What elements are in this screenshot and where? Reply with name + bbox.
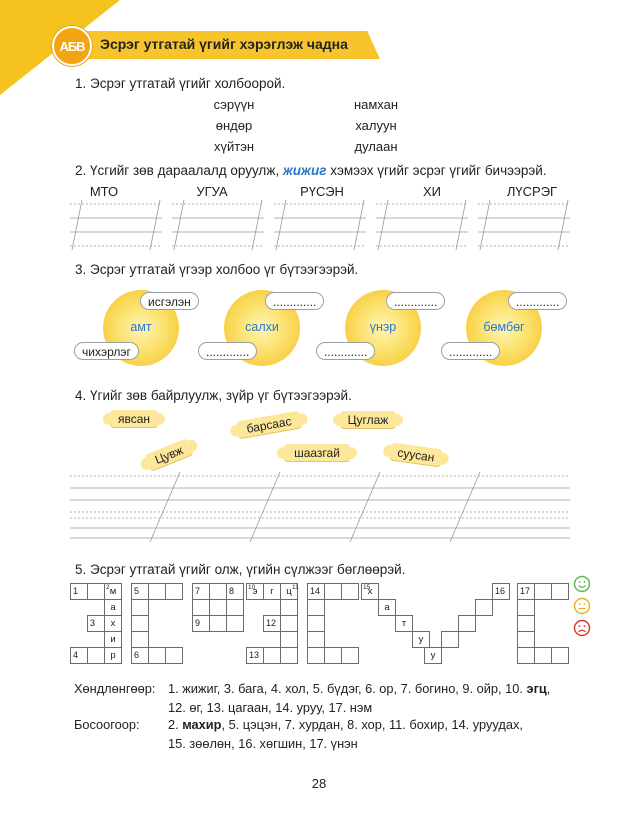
answer-bubble[interactable]: ............. bbox=[508, 292, 567, 310]
crossword-cell[interactable] bbox=[131, 615, 149, 632]
down-label: Босоогоор: bbox=[74, 717, 140, 732]
crossword-cell[interactable] bbox=[551, 583, 569, 600]
crossword-cell[interactable] bbox=[209, 583, 227, 600]
sun-word: амт bbox=[130, 320, 152, 334]
task1-left-word[interactable]: өндөр bbox=[215, 118, 253, 133]
happy-face-icon[interactable] bbox=[573, 575, 591, 593]
answer-bubble[interactable]: ............. bbox=[198, 342, 257, 360]
crossword-cell[interactable] bbox=[341, 583, 359, 600]
crossword-cell[interactable] bbox=[131, 599, 149, 616]
crossword-cell[interactable]: 16 bbox=[492, 583, 510, 600]
sun-word: үнэр bbox=[369, 320, 397, 334]
crossword-cell[interactable] bbox=[226, 599, 244, 616]
crossword-cell[interactable]: 1 bbox=[70, 583, 88, 600]
page-number: 28 bbox=[311, 776, 327, 791]
crossword-cell[interactable]: у bbox=[412, 631, 430, 648]
crossword-cell[interactable]: г bbox=[263, 583, 281, 600]
task1-question: 1. Эсрэг утгатай үгийг холбоорой. bbox=[75, 76, 286, 91]
abc-badge-icon: АБВ bbox=[52, 26, 92, 66]
crossword-cell[interactable]: у bbox=[424, 647, 442, 664]
answer-bubble[interactable]: исгэлэн bbox=[140, 292, 199, 310]
answer-bubble[interactable]: ............. bbox=[316, 342, 375, 360]
crossword-cell[interactable]: т bbox=[395, 615, 413, 632]
across-label: Хөндлөнгөөр: bbox=[74, 681, 156, 696]
crossword-cell[interactable] bbox=[324, 583, 342, 600]
crossword-cell[interactable]: а bbox=[378, 599, 396, 616]
task2-question: 2. Үсгийг зөв дараалалд оруулж, жижиг хэмээх үгийг эсрэг үгийг бичээрэй. bbox=[75, 163, 547, 178]
crossword-cell[interactable] bbox=[226, 615, 244, 632]
crossword-cell[interactable]: 10 э bbox=[246, 583, 264, 600]
crossword-cell[interactable]: 17 bbox=[517, 583, 535, 600]
crossword-cell[interactable]: 4 bbox=[70, 647, 88, 664]
sun-word: бөмбөг bbox=[483, 320, 525, 334]
crossword-cell[interactable] bbox=[307, 599, 325, 616]
crossword-cell[interactable] bbox=[341, 647, 359, 664]
crossword-cell[interactable] bbox=[517, 647, 535, 664]
answer-bubble[interactable]: чихэрлэг bbox=[74, 342, 139, 360]
word-piece[interactable]: суусан bbox=[389, 442, 443, 467]
page-title: Эсрэг утгатай үгийг хэрэглэж чадна bbox=[100, 36, 348, 52]
task2-writing-lines[interactable] bbox=[70, 198, 570, 252]
word-piece[interactable]: шаазгай bbox=[284, 444, 350, 462]
crossword-cell[interactable]: 9 bbox=[192, 615, 210, 632]
task3-question: 3. Эсрэг утгатай үгээр холбоо үг бүтээгээрэй. bbox=[75, 262, 359, 277]
crossword-cell[interactable] bbox=[441, 631, 459, 648]
crossword-cell[interactable] bbox=[534, 647, 552, 664]
crossword-cell[interactable]: 8 bbox=[226, 583, 244, 600]
crossword-cell[interactable] bbox=[475, 599, 493, 616]
crossword-cell[interactable]: 3 bbox=[87, 615, 105, 632]
crossword-cell[interactable]: 5 bbox=[131, 583, 149, 600]
scrambled-word: РҮСЭН bbox=[300, 184, 344, 199]
crossword-cell[interactable] bbox=[87, 647, 105, 664]
crossword-cell[interactable] bbox=[192, 599, 210, 616]
crossword-cell[interactable]: ц 11 bbox=[280, 583, 298, 600]
crossword-cell[interactable] bbox=[280, 631, 298, 648]
task1-right-word[interactable]: халуун bbox=[355, 118, 397, 133]
crossword-cell[interactable] bbox=[131, 631, 149, 648]
crossword-cell[interactable] bbox=[307, 647, 325, 664]
crossword-cell[interactable] bbox=[280, 647, 298, 664]
crossword-cell[interactable] bbox=[148, 647, 166, 664]
crossword-cell[interactable] bbox=[551, 647, 569, 664]
task5-question: 5. Эсрэг утгатай үгийг олж, үгийн сүлжээг бөглөөрэй. bbox=[75, 562, 406, 577]
crossword-cell[interactable] bbox=[280, 599, 298, 616]
crossword-cell[interactable]: 7 bbox=[192, 583, 210, 600]
word-piece[interactable]: барсаас bbox=[236, 411, 302, 440]
crossword-cell[interactable]: 6 bbox=[131, 647, 149, 664]
answer-bubble[interactable]: ............. bbox=[386, 292, 445, 310]
crossword-cell[interactable]: р bbox=[104, 647, 122, 664]
highlight-word: жижиг bbox=[282, 163, 327, 178]
crossword-cell[interactable]: х bbox=[104, 615, 122, 632]
task4-question: 4. Үгийг зөв байрлуулж, зүйр үг бүтээгээрэй. bbox=[75, 388, 352, 403]
scrambled-word: УГУА bbox=[196, 184, 228, 199]
crossword-cell[interactable] bbox=[148, 583, 166, 600]
crossword-cell[interactable] bbox=[280, 615, 298, 632]
crossword-cell[interactable]: а bbox=[104, 599, 122, 616]
answer-bubble[interactable]: ............. bbox=[441, 342, 500, 360]
crossword-cell[interactable]: и bbox=[104, 631, 122, 648]
task1-left-word[interactable]: хүйтэн bbox=[213, 139, 255, 154]
word-piece[interactable]: явсан bbox=[110, 410, 158, 428]
task1-left-word[interactable]: сэрүүн bbox=[213, 97, 255, 112]
crossword-cell[interactable] bbox=[307, 631, 325, 648]
task1-right-word[interactable]: дулаан bbox=[354, 139, 398, 154]
task4-writing-lines[interactable] bbox=[70, 472, 570, 542]
crossword-cell[interactable] bbox=[263, 647, 281, 664]
crossword-cell[interactable] bbox=[517, 599, 535, 616]
crossword-cell[interactable] bbox=[165, 647, 183, 664]
crossword-cell[interactable]: 15 х bbox=[361, 583, 379, 600]
scrambled-word: ЛҮСРЭГ bbox=[506, 184, 558, 199]
crossword-cell[interactable] bbox=[165, 583, 183, 600]
down-clues: 2. махир, 5. цэцэн, 7. хурдан, 8. хор, 11. бохир, 14. уруудах, 15. зөөлөн, 16. хөгшин, 17. үнэн bbox=[168, 717, 523, 751]
crossword-cell[interactable] bbox=[324, 647, 342, 664]
crossword-cell[interactable]: 2 м bbox=[104, 583, 122, 600]
task1-right-word[interactable]: намхан bbox=[353, 97, 399, 112]
sun-word: салхи bbox=[245, 320, 279, 334]
word-piece[interactable]: Цувж bbox=[144, 438, 193, 472]
crossword-cell[interactable] bbox=[534, 583, 552, 600]
answer-bubble[interactable]: ............. bbox=[265, 292, 324, 310]
crossword-cell[interactable]: 13 bbox=[246, 647, 264, 664]
crossword-cell[interactable] bbox=[458, 615, 476, 632]
neutral-face-icon[interactable] bbox=[573, 597, 591, 615]
crossword-cell[interactable] bbox=[209, 615, 227, 632]
scrambled-word: МТО bbox=[89, 184, 119, 199]
crossword-cell[interactable]: 12 bbox=[263, 615, 281, 632]
crossword-cell[interactable] bbox=[517, 631, 535, 648]
across-clues: 1. жижиг, 3. бага, 4. хол, 5. бүдэг, 6. ор, 7. богино, 9. ойр, 10. эгц, 12. өг, 13. цагаан, 14. уруу, 17. нэм bbox=[168, 681, 551, 715]
sad-face-icon[interactable] bbox=[573, 619, 591, 637]
crossword-cell[interactable] bbox=[87, 583, 105, 600]
scrambled-word: ХИ bbox=[422, 184, 442, 199]
crossword-cell[interactable] bbox=[517, 615, 535, 632]
crossword-cell[interactable]: 14 bbox=[307, 583, 325, 600]
crossword-cell[interactable] bbox=[307, 615, 325, 632]
word-piece[interactable]: Цуглаж bbox=[340, 411, 396, 429]
